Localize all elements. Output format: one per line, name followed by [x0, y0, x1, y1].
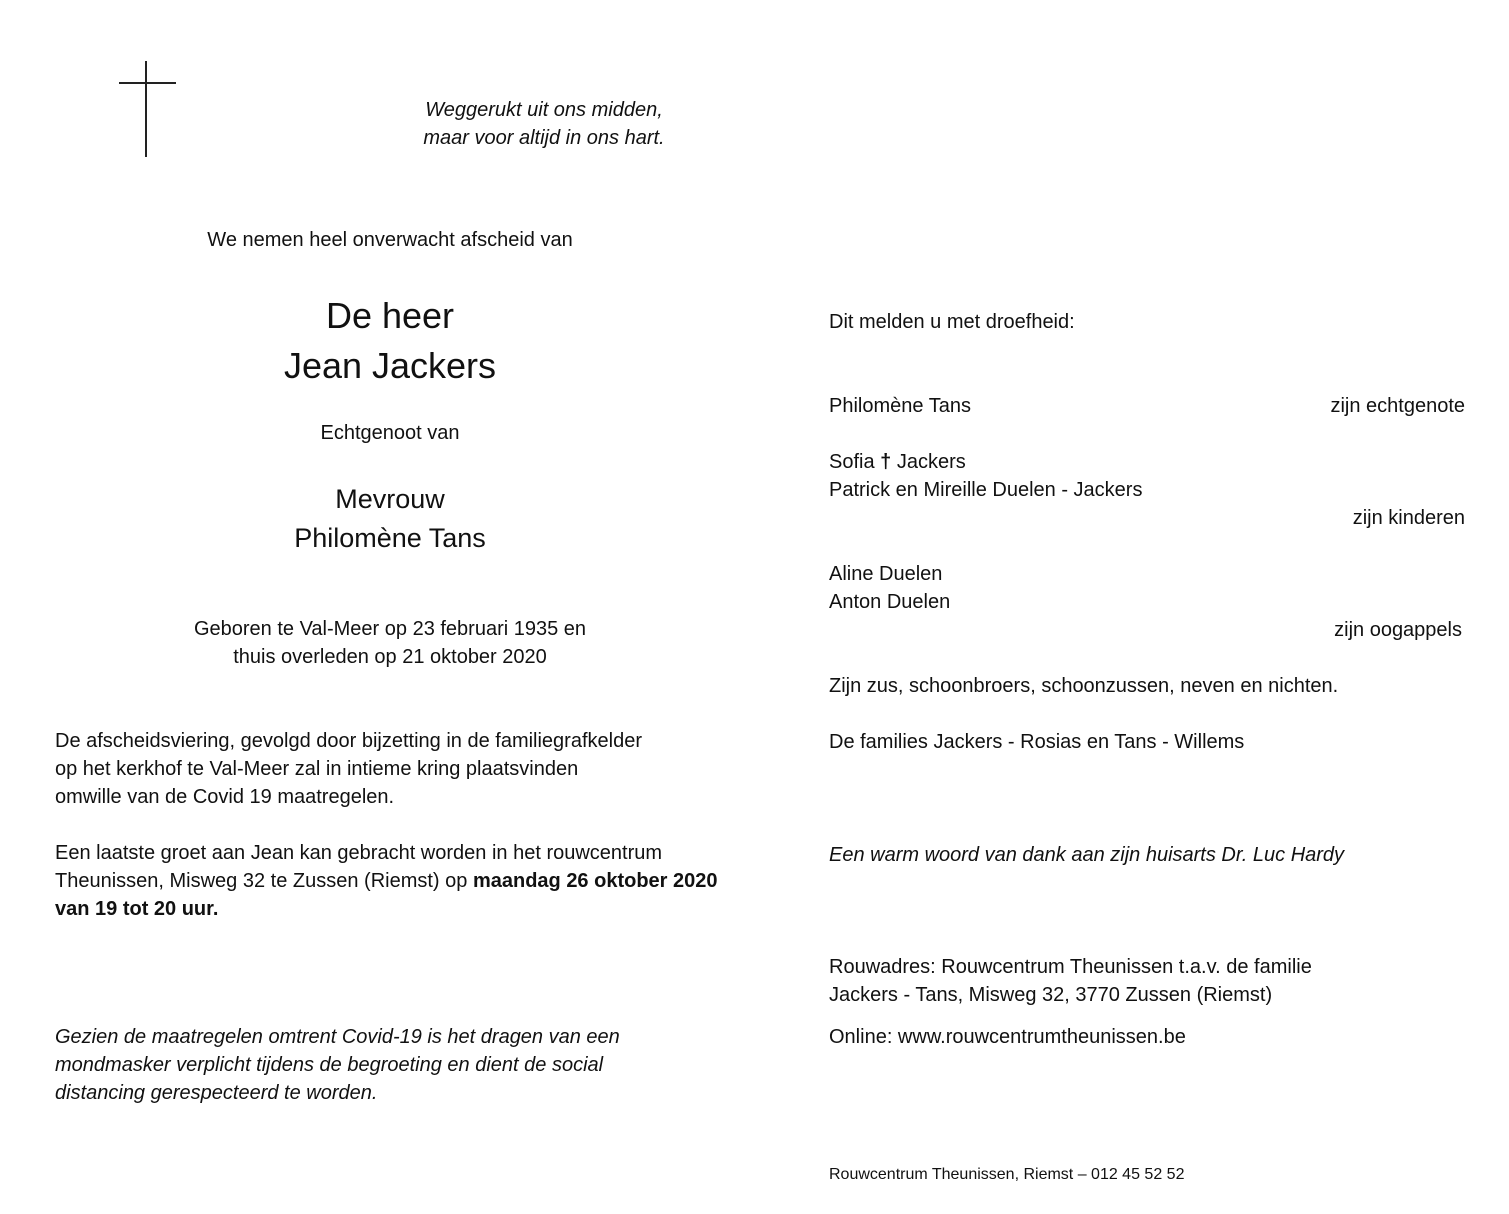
death-line: thuis overleden op 21 oktober 2020 — [233, 646, 547, 668]
deceased-name: Jean Jackers — [283, 345, 497, 386]
greeting-time: van 19 tot 20 uur. — [55, 898, 219, 920]
family-child-2: Patrick en Mireille Duelen - Jackers — [829, 479, 1143, 501]
deceased-title: De heer — [325, 295, 455, 336]
thanks-text: Een warm woord van dank aan zijn huisarts Dr. Luc Hardy — [829, 844, 1345, 866]
covid-note — [55, 1023, 755, 1107]
ceremony-line: De afscheidsviering, gevolgd door bijzetting in de familiegrafkelder — [55, 730, 642, 752]
child-first-name: Sofia — [829, 451, 875, 473]
families-text: De families Jackers - Rosias en Tans - Willems — [829, 731, 1245, 753]
greeting-text — [55, 839, 775, 923]
child-last-name: Jackers — [896, 451, 966, 473]
announce-text: Dit melden u met droefheid: — [829, 311, 1075, 333]
birth-line: Geboren te Val-Meer op 23 februari 1935 en — [193, 618, 587, 640]
motto-line: maar voor altijd in ons hart. — [423, 127, 665, 149]
motto — [344, 96, 744, 152]
greeting-line: Een laatste groet aan Jean kan gebracht worden in het rouwcentrum — [55, 842, 663, 864]
covid-line: distancing gerespecteerd te worden. — [55, 1082, 378, 1104]
grandchild-2: Anton Duelen — [829, 591, 951, 613]
spouse-title: Mevrouw — [335, 484, 445, 514]
children-role: zijn kinderen — [1352, 507, 1465, 529]
spouse-name: Philomène Tans — [294, 523, 486, 553]
online-link[interactable]: Online: www.rouwcentrumtheunissen.be — [829, 1026, 1186, 1048]
greeting-location: Theunissen, Misweg 32 te Zussen (Riemst) op — [55, 870, 473, 892]
intro-text: We nemen heel onverwacht afscheid van — [207, 229, 573, 251]
family-spouse-role: zijn echtgenote — [1330, 395, 1465, 417]
deceased — [190, 291, 590, 391]
ceremony-line: omwille van de Covid 19 maatregelen. — [55, 786, 395, 808]
ceremony-text — [55, 727, 755, 811]
spouse-label: Echtgenoot van — [320, 422, 460, 444]
ceremony-line: op het kerkhof te Val-Meer zal in intieme kring plaatsvinden — [55, 758, 579, 780]
spouse — [190, 480, 590, 558]
greeting-date: maandag 26 oktober 2020 — [472, 870, 718, 892]
grandchildren-role: zijn oogappels — [1334, 619, 1462, 641]
covid-line: mondmasker verplicht tijdens de begroeting en dient de social — [55, 1054, 604, 1076]
mourning-address — [829, 953, 1312, 1009]
life-dates — [140, 615, 640, 671]
family-child-1 — [829, 448, 966, 476]
motto-line: Weggerukt uit ons midden, — [425, 99, 663, 121]
covid-line: Gezien de maatregelen omtrent Covid-19 is het dragen van een — [55, 1026, 620, 1048]
greeting-line — [55, 867, 775, 895]
address-line: Rouwadres: Rouwcentrum Theunissen t.a.v. de familie — [829, 956, 1312, 978]
family-spouse-name: Philomène Tans — [829, 395, 971, 417]
deceased-mark-icon: † — [880, 451, 892, 473]
siblings-text: Zijn zus, schoonbroers, schoonzussen, neven en nichten. — [829, 675, 1339, 697]
address-line: Jackers - Tans, Misweg 32, 3770 Zussen (Riemst) — [829, 984, 1273, 1006]
footer-text: Rouwcentrum Theunissen, Riemst – 012 45 52 52 — [829, 1166, 1185, 1183]
grandchild-1: Aline Duelen — [829, 563, 943, 585]
